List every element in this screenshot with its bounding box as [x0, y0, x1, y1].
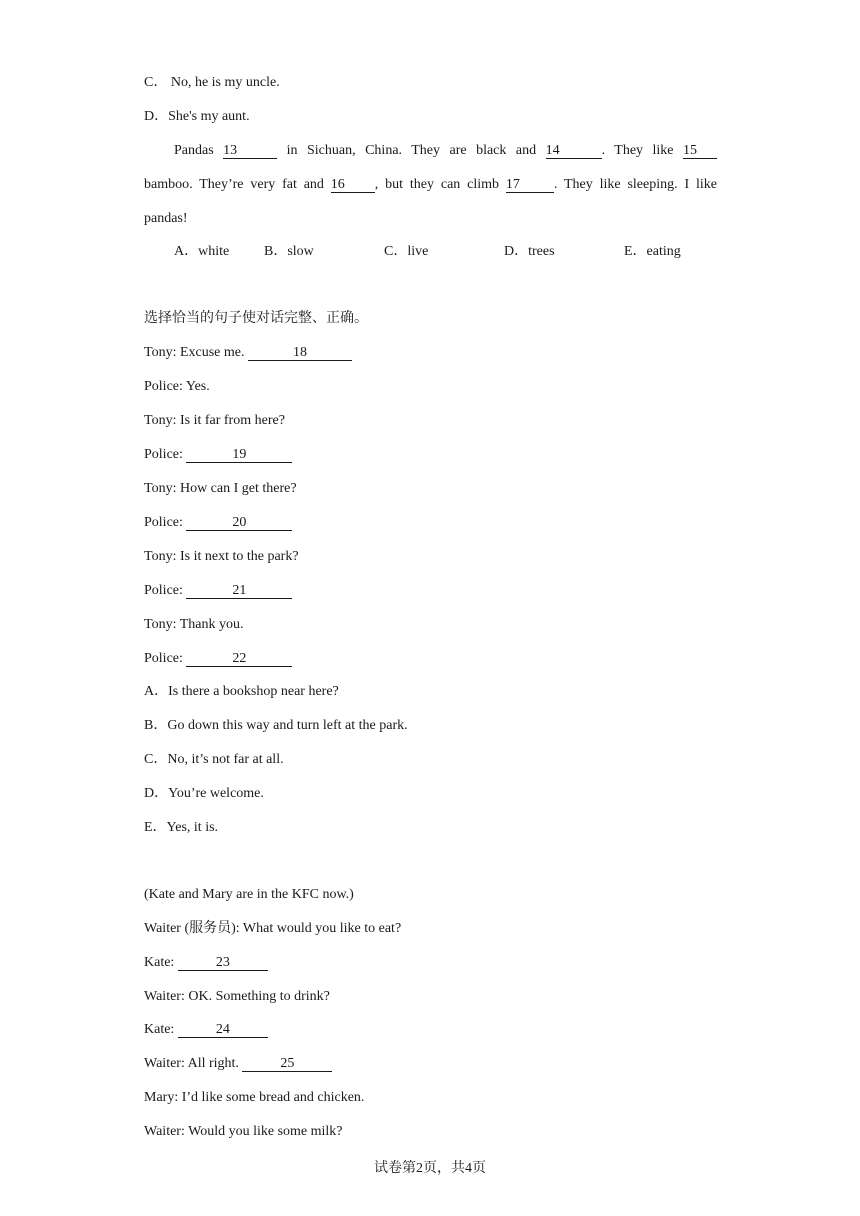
- dialogue-context: (Kate and Mary are in the KFC now.): [144, 887, 354, 902]
- blank-21: 21: [186, 583, 292, 599]
- passage-option-d: D．trees: [504, 244, 555, 259]
- blank-22: 22: [186, 651, 292, 667]
- dialogue-text: Waiter: All right.: [144, 1056, 239, 1071]
- dialogue-line: [144, 1021, 268, 1039]
- dialogue-line: [144, 582, 292, 600]
- passage-line-3: pandas!: [144, 211, 188, 226]
- dialogue-line: Waiter (服务员): What would you like to eat?: [144, 921, 402, 936]
- blank-16: 16: [331, 177, 375, 193]
- dialogue-line: Tony: Is it far from here?: [144, 413, 285, 428]
- answer-option-e: E．Yes, it is.: [144, 820, 219, 835]
- dialogue-line: Mary: I’d like some bread and chicken.: [144, 1090, 365, 1105]
- dialogue-line: [144, 514, 292, 532]
- passage-option-b: B．slow: [264, 244, 314, 259]
- blank-24: 24: [178, 1022, 268, 1038]
- passage-text: . They like: [601, 143, 674, 158]
- dialogue-line: [144, 344, 352, 362]
- blank-19: 19: [186, 447, 292, 463]
- dialogue-line: [144, 650, 292, 668]
- answer-option-a: A．Is there a bookshop near here?: [144, 684, 339, 699]
- blank-20: 20: [186, 515, 292, 531]
- blank-17: 17: [506, 177, 554, 193]
- answer-option-d: D．You’re welcome.: [144, 786, 264, 801]
- blank-14: 14: [546, 143, 602, 159]
- answer-option-c: C．No, it’s not far at all.: [144, 752, 284, 767]
- blank-23: 23: [178, 955, 268, 971]
- dialogue-text: Police:: [144, 583, 183, 598]
- passage-text: . They like sleeping. I like: [553, 177, 717, 192]
- dialogue-line: [144, 954, 268, 972]
- passage-line-2: [144, 176, 717, 194]
- passage-text: , but they can climb: [374, 177, 500, 192]
- dialogue-line: Tony: How can I get there?: [144, 481, 297, 496]
- dialogue-text: Kate:: [144, 955, 175, 970]
- blank-13: 13: [223, 143, 277, 159]
- blank-15: 15: [683, 143, 717, 159]
- passage-line-1: [174, 142, 717, 160]
- answer-option-b: B．Go down this way and turn left at the park.: [144, 718, 408, 733]
- dialogue-text: Police:: [144, 515, 183, 530]
- blank-18: 18: [248, 345, 352, 361]
- dialogue-line: [144, 1055, 332, 1073]
- dialogue-line: Waiter: OK. Something to drink?: [144, 989, 330, 1004]
- blank-25: 25: [242, 1056, 332, 1072]
- dialogue-text: Tony: Excuse me.: [144, 345, 245, 360]
- dialogue-text: Kate:: [144, 1022, 175, 1037]
- passage-text: in Sichuan, China. They are black and: [286, 143, 537, 158]
- passage-option-c: C．live: [384, 244, 429, 259]
- page-footer: 试卷第2页，共4页: [374, 1161, 486, 1176]
- option-c-line: C． No, he is my uncle.: [144, 75, 280, 90]
- dialogue-line: Police: Yes.: [144, 379, 210, 394]
- passage-option-a: A．white: [174, 244, 230, 259]
- passage-option-e: E．eating: [624, 244, 681, 259]
- dialogue-line: Tony: Thank you.: [144, 617, 244, 632]
- section-instruction: 选择恰当的句子使对话完整、正确。: [144, 311, 368, 326]
- dialogue-text: Police:: [144, 651, 183, 666]
- dialogue-text: Police:: [144, 447, 183, 462]
- passage-text: Pandas: [174, 143, 214, 158]
- option-d-line: D．She's my aunt.: [144, 109, 250, 124]
- dialogue-line: Waiter: Would you like some milk?: [144, 1124, 343, 1139]
- passage-text: bamboo. They’re very fat and: [144, 177, 324, 192]
- dialogue-line: [144, 446, 292, 464]
- dialogue-line: Tony: Is it next to the park?: [144, 549, 299, 564]
